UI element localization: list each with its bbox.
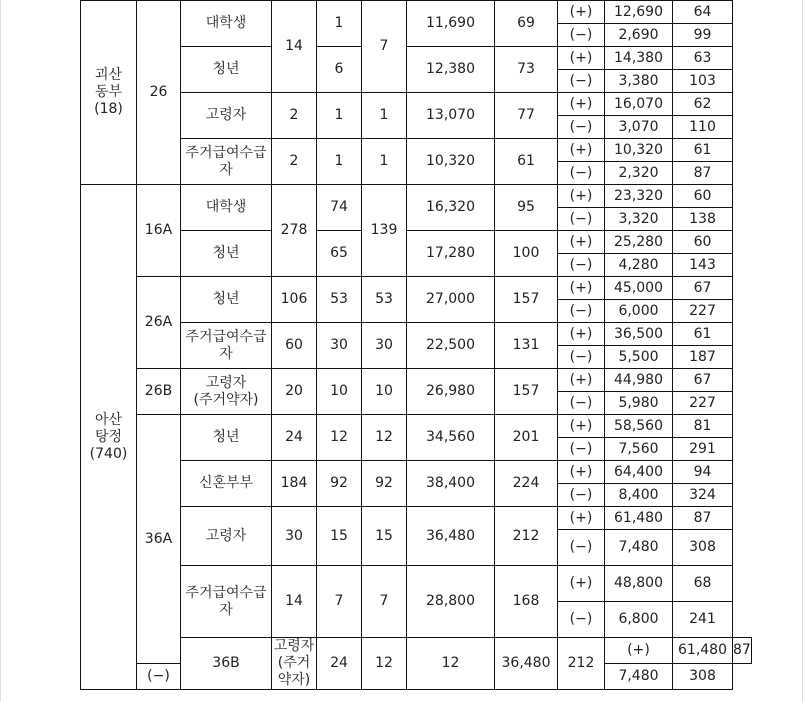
conversion-sign-cell: (+): [558, 47, 605, 70]
conversion-sign-cell: (+): [558, 139, 605, 162]
count-a-cell: 92: [317, 461, 362, 507]
converted-rent-cell: 63: [673, 47, 733, 70]
converted-rent-cell: 110: [673, 116, 733, 139]
deposit-cell: 28,800: [407, 566, 495, 638]
conversion-sign-cell: (−): [558, 208, 605, 231]
deposit-cell: 16,320: [407, 185, 495, 231]
converted-deposit-cell: 2,690: [605, 24, 673, 47]
converted-deposit-cell: 2,320: [605, 162, 673, 185]
converted-deposit-cell: 5,980: [605, 392, 673, 415]
table-row: [81, 369, 752, 392]
table-row: [81, 638, 752, 664]
deposit-cell: 27,000: [407, 277, 495, 323]
deposit-cell: 17,280: [407, 231, 495, 277]
count-a-cell: 15: [317, 507, 362, 566]
supply-target-cell: 고령자: [181, 93, 272, 139]
table-row: [81, 185, 752, 208]
deposit-cell: 34,560: [407, 415, 495, 461]
unit-type-cell: 36A: [137, 415, 181, 664]
table-row: [81, 139, 752, 162]
converted-deposit-cell: 36,500: [605, 323, 673, 346]
count-a-cell: 53: [317, 277, 362, 323]
converted-rent-cell: 324: [673, 484, 733, 507]
conversion-sign-cell: (+): [558, 93, 605, 116]
monthly-rent-cell: 201: [495, 415, 558, 461]
converted-rent-cell: 241: [673, 602, 733, 638]
converted-rent-cell: 143: [673, 254, 733, 277]
deposit-cell: 10,320: [407, 139, 495, 185]
supply-target-cell: 청년: [181, 277, 272, 323]
converted-rent-cell: 87: [673, 162, 733, 185]
deposit-cell: 36,480: [407, 507, 495, 566]
conversion-sign-cell: (−): [558, 602, 605, 638]
monthly-rent-cell: 100: [495, 231, 558, 277]
converted-deposit-cell: 8,400: [605, 484, 673, 507]
converted-rent-cell: 308: [673, 530, 733, 566]
conversion-sign-cell: (+): [558, 1, 605, 24]
count-b-cell: 15: [362, 507, 407, 566]
converted-deposit-cell: 45,000: [605, 277, 673, 300]
conversion-sign-cell: (+): [558, 566, 605, 602]
converted-deposit-cell: 23,320: [605, 185, 673, 208]
conversion-sign-cell: (−): [137, 664, 181, 690]
conversion-sign-cell: (−): [558, 484, 605, 507]
supply-target-cell: 고령자 (주거약자): [272, 638, 317, 690]
count-a-cell: 10: [317, 369, 362, 415]
count-b-cell: 92: [362, 461, 407, 507]
complex-name-cell: 아산 탕정 (740): [81, 185, 137, 690]
converted-deposit-cell: 7,480: [605, 530, 673, 566]
deposit-cell: 12,380: [407, 47, 495, 93]
supply-target-cell: 대학생: [181, 185, 272, 231]
right-edge-line: [802, 0, 803, 701]
total-count-cell: 30: [272, 507, 317, 566]
count-b-cell: 1: [362, 93, 407, 139]
monthly-rent-cell: 131: [495, 323, 558, 369]
converted-rent-cell: 64: [673, 1, 733, 24]
converted-rent-cell: 62: [673, 93, 733, 116]
total-count-cell: 20: [272, 369, 317, 415]
deposit-cell: 38,400: [407, 461, 495, 507]
conversion-sign-cell: (+): [558, 369, 605, 392]
count-a-cell: 6: [317, 47, 362, 93]
converted-rent-cell: 60: [673, 231, 733, 254]
total-count-cell: 106: [272, 277, 317, 323]
total-count-cell: 60: [272, 323, 317, 369]
count-b-cell: 10: [362, 369, 407, 415]
count-a-cell: 1: [317, 1, 362, 47]
converted-deposit-cell: 44,980: [605, 369, 673, 392]
monthly-rent-cell: 212: [558, 638, 605, 690]
count-a-cell: 65: [317, 231, 362, 277]
converted-deposit-cell: 58,560: [605, 415, 673, 438]
converted-rent-cell: 227: [673, 300, 733, 323]
converted-deposit-cell: 6,800: [605, 602, 673, 638]
converted-deposit-cell: 12,690: [605, 1, 673, 24]
deposit-cell: 26,980: [407, 369, 495, 415]
converted-rent-cell: 68: [673, 566, 733, 602]
monthly-rent-cell: 168: [495, 566, 558, 638]
supply-target-cell: 주거급여수급 자: [181, 139, 272, 185]
count-b-cell: 30: [362, 323, 407, 369]
converted-rent-cell: 81: [673, 415, 733, 438]
converted-deposit-cell: 7,560: [605, 438, 673, 461]
left-edge-line: [0, 0, 1, 701]
deposit-cell: 22,500: [407, 323, 495, 369]
conversion-sign-cell: (−): [558, 346, 605, 369]
conversion-sign-cell: (−): [558, 530, 605, 566]
conversion-sign-cell: (−): [558, 116, 605, 139]
converted-rent-cell: 103: [673, 70, 733, 93]
table-row: [81, 323, 752, 346]
converted-rent-cell: 87: [733, 638, 752, 664]
conversion-sign-cell: (+): [558, 185, 605, 208]
table-row: [81, 93, 752, 116]
count-a-cell: 1: [317, 139, 362, 185]
conversion-sign-cell: (+): [558, 323, 605, 346]
converted-deposit-cell: 3,070: [605, 116, 673, 139]
total-count-cell: 278: [272, 185, 317, 277]
supply-target-cell: 주거급여수급 자: [181, 323, 272, 369]
count-a-cell: 74: [317, 185, 362, 231]
count-a-cell: 12: [317, 415, 362, 461]
converted-rent-cell: 308: [673, 664, 733, 690]
count-b-cell: 1: [362, 139, 407, 185]
table-row: [81, 1, 752, 24]
count-a-cell: 12: [362, 638, 407, 690]
unit-type-cell: 26: [137, 1, 181, 185]
monthly-rent-cell: 95: [495, 185, 558, 231]
conversion-sign-cell: (+): [558, 507, 605, 530]
supply-target-cell: 대학생: [181, 1, 272, 47]
converted-deposit-cell: 14,380: [605, 47, 673, 70]
count-b-cell: 139: [362, 185, 407, 277]
unit-type-cell: 36B: [181, 638, 272, 690]
deposit-cell: 36,480: [495, 638, 558, 690]
total-count-cell: 184: [272, 461, 317, 507]
monthly-rent-cell: 224: [495, 461, 558, 507]
converted-deposit-cell: 61,480: [673, 638, 733, 664]
monthly-rent-cell: 73: [495, 47, 558, 93]
conversion-sign-cell: (+): [558, 461, 605, 484]
converted-deposit-cell: 25,280: [605, 231, 673, 254]
unit-type-cell: 26B: [137, 369, 181, 415]
converted-rent-cell: 67: [673, 277, 733, 300]
converted-rent-cell: 187: [673, 346, 733, 369]
conversion-sign-cell: (−): [558, 254, 605, 277]
converted-rent-cell: 67: [673, 369, 733, 392]
converted-deposit-cell: 4,280: [605, 254, 673, 277]
converted-deposit-cell: 5,500: [605, 346, 673, 369]
conversion-sign-cell: (−): [558, 392, 605, 415]
count-b-cell: 53: [362, 277, 407, 323]
total-count-cell: 14: [272, 1, 317, 93]
complex-name-cell: 괴산 동부 (18): [81, 1, 137, 185]
deposit-cell: 13,070: [407, 93, 495, 139]
total-count-cell: 14: [272, 566, 317, 638]
converted-rent-cell: 291: [673, 438, 733, 461]
monthly-rent-cell: 212: [495, 507, 558, 566]
converted-deposit-cell: 3,380: [605, 70, 673, 93]
total-count-cell: 2: [272, 139, 317, 185]
converted-deposit-cell: 6,000: [605, 300, 673, 323]
table-row: [81, 461, 752, 484]
count-b-cell: 12: [362, 415, 407, 461]
converted-deposit-cell: 7,480: [605, 664, 673, 690]
supply-target-cell: 고령자 (주거약자): [181, 369, 272, 415]
supply-target-cell: 고령자: [181, 507, 272, 566]
converted-rent-cell: 61: [673, 323, 733, 346]
conversion-sign-cell: (−): [558, 438, 605, 461]
count-a-cell: 1: [317, 93, 362, 139]
monthly-rent-cell: 69: [495, 1, 558, 47]
converted-rent-cell: 99: [673, 24, 733, 47]
converted-deposit-cell: 16,070: [605, 93, 673, 116]
conversion-sign-cell: (−): [558, 24, 605, 47]
monthly-rent-cell: 77: [495, 93, 558, 139]
converted-deposit-cell: 64,400: [605, 461, 673, 484]
converted-rent-cell: 94: [673, 461, 733, 484]
converted-deposit-cell: 48,800: [605, 566, 673, 602]
converted-deposit-cell: 3,320: [605, 208, 673, 231]
total-count-cell: 2: [272, 93, 317, 139]
count-a-cell: 7: [317, 566, 362, 638]
table-row: [81, 47, 752, 70]
table-row: [81, 231, 752, 254]
rental-conditions-table: [80, 0, 752, 690]
converted-rent-cell: 138: [673, 208, 733, 231]
conversion-sign-cell: (+): [558, 231, 605, 254]
conversion-sign-cell: (−): [558, 300, 605, 323]
monthly-rent-cell: 157: [495, 277, 558, 323]
deposit-cell: 11,690: [407, 1, 495, 47]
supply-target-cell: 청년: [181, 47, 272, 93]
converted-deposit-cell: 10,320: [605, 139, 673, 162]
converted-rent-cell: 227: [673, 392, 733, 415]
count-b-cell: 12: [407, 638, 495, 690]
converted-rent-cell: 61: [673, 139, 733, 162]
converted-rent-cell: 87: [673, 507, 733, 530]
count-b-cell: 7: [362, 1, 407, 93]
supply-target-cell: 신혼부부: [181, 461, 272, 507]
conversion-sign-cell: (+): [558, 277, 605, 300]
table-row: [81, 507, 752, 530]
supply-target-cell: 청년: [181, 231, 272, 277]
count-b-cell: 7: [362, 566, 407, 638]
converted-rent-cell: 60: [673, 185, 733, 208]
table-row: [81, 566, 752, 602]
monthly-rent-cell: 157: [495, 369, 558, 415]
total-count-cell: 24: [317, 638, 362, 690]
unit-type-cell: 16A: [137, 185, 181, 277]
supply-target-cell: 청년: [181, 415, 272, 461]
supply-target-cell: 주거급여수급 자: [181, 566, 272, 638]
monthly-rent-cell: 61: [495, 139, 558, 185]
unit-type-cell: 26A: [137, 277, 181, 369]
conversion-sign-cell: (+): [558, 415, 605, 438]
conversion-sign-cell: (−): [558, 70, 605, 93]
conversion-sign-cell: (+): [605, 638, 673, 664]
table-row: [81, 277, 752, 300]
total-count-cell: 24: [272, 415, 317, 461]
converted-deposit-cell: 61,480: [605, 507, 673, 530]
conversion-sign-cell: (−): [558, 162, 605, 185]
table-row: [81, 415, 752, 438]
count-a-cell: 30: [317, 323, 362, 369]
